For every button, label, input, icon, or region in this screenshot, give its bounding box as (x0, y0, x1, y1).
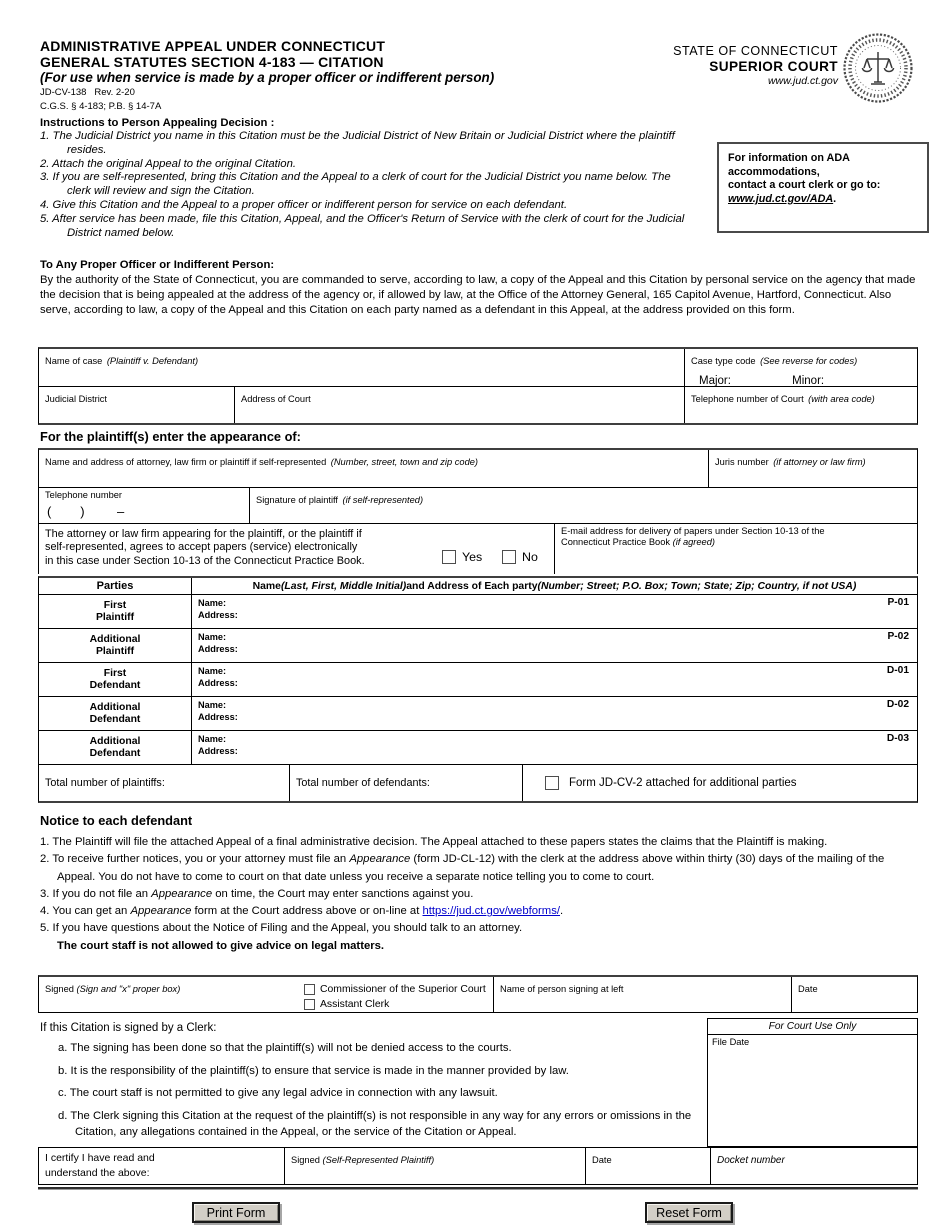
court-use-label: For Court Use Only (708, 1019, 917, 1035)
ada-line2: accommodations, (728, 165, 820, 178)
instructions-section (40, 116, 695, 240)
party-role: First Defendant (89, 667, 141, 691)
clerk-item-b: b. It is the responsibility of the plaintiff(s) to ensure that service is made in the manner provided by law. (58, 1064, 569, 1077)
statutes-ref: C.G.S. § 4-183; P.B. § 14-7A (40, 101, 162, 112)
econsent-line3: in this case under Section 10-13 of the Connecticut Practice Book. (45, 554, 365, 567)
form-number: JD-CV-138 Rev. 2-20 (40, 87, 135, 98)
bottom-divider (38, 1187, 918, 1190)
notice-item-3: 3. If you do not file an Appearance on time, the Court may enter sanctions against you. (40, 887, 474, 900)
jdcv2-checkbox[interactable] (545, 776, 559, 790)
page-title-line1: ADMINISTRATIVE APPEAL UNDER CONNECTICUT (40, 38, 386, 54)
notice-section (40, 813, 920, 955)
appearance-table (38, 448, 918, 574)
party-name-label: Name: (198, 632, 227, 642)
notice-item-2: 2. To receive further notices, you or your attorney must file an Appearance (form JD-CL-12) with the clerk at the address above within thirty (30) days of the mailing of the Appeal. You do not have to come to court on that date unless you receive a separate notice telling you to come to court. (40, 853, 885, 883)
self-rep-signed-hint: (Self-Represented Plaintiff) (322, 1155, 435, 1165)
signed-label: Signed (45, 984, 77, 994)
name-header-hint1: (Last, First, Middle Initial) (280, 580, 407, 592)
email-label-line1: E-mail address for delivery of papers under Section 10-13 of the (561, 526, 825, 536)
certify-date-label: Date (592, 1155, 612, 1165)
party-name-label: Name: (198, 666, 227, 676)
instruction-item-1: 1. The Judicial District you name in this Citation must be the Judicial District of New Britain or Judicial District where the plaintiff resides. (40, 130, 675, 156)
signed-row (38, 975, 918, 1013)
signed-date-label: Date (798, 984, 818, 994)
signed-hint: (Sign and "x" proper box) (76, 984, 181, 994)
party-code: D-02 (886, 699, 909, 710)
econsent-no-checkbox[interactable] (502, 550, 516, 564)
webforms-link[interactable]: https://jud.ct.gov/webforms/ (422, 905, 561, 918)
notice-heading: Notice to each defendant (40, 813, 193, 828)
party-name-address-field[interactable] (191, 697, 917, 730)
notice-item-4: 4. You can get an Appearance form at the Court address above or on-line at https://jud.ct.gov/webforms/. (40, 905, 564, 918)
totals-row (39, 765, 917, 801)
name-header-2: and Address of Each party (406, 580, 538, 592)
party-name-label: Name: (198, 598, 227, 608)
total-defendants-field[interactable]: Total number of defendants: (289, 765, 522, 801)
party-role: Additional Plaintiff (89, 633, 141, 657)
party-address-label: Address: (198, 644, 238, 654)
certify-statement: I certify I have read and understand the above: (45, 1152, 155, 1179)
juris-number-field[interactable] (708, 450, 917, 487)
state-name: STATE OF CONNECTICUT (673, 44, 838, 58)
parties-column-header: Parties (96, 580, 134, 592)
address-of-court-field[interactable] (234, 387, 684, 423)
commissioner-checkbox[interactable] (304, 984, 315, 995)
docket-number-field[interactable] (710, 1148, 917, 1184)
attorney-name-address-field[interactable] (39, 450, 708, 487)
notice-item-5: 5. If you have questions about the Notice of Filing and the Appeal, you should talk to an attorney. The court staff is not allowed to give advice on legal matters. (40, 922, 523, 952)
court-use-box (707, 1018, 918, 1147)
name-of-case-label: Name of case (45, 356, 103, 366)
econsent-no-label: No (522, 550, 538, 564)
econsent-statement (45, 526, 465, 568)
case-info-table (38, 347, 918, 425)
signer-name-label: Name of person signing at left (500, 984, 624, 994)
signer-name-field[interactable] (493, 977, 791, 1012)
party-name-address-field[interactable] (191, 731, 917, 764)
party-address-label: Address: (198, 678, 238, 688)
econsent-yes-label: Yes (462, 550, 483, 564)
party-name-label: Name: (198, 700, 227, 710)
email-field[interactable] (554, 524, 917, 574)
clerk-section (40, 1022, 705, 1141)
party-address-label: Address: (198, 712, 238, 722)
instruction-item-5: 5. After service has been made, file this Citation, Appeal, and the Officer's Return of Service with the clerk of court for the Judicial District named below. (40, 212, 685, 239)
party-address-label: Address: (198, 610, 238, 620)
reset-form-button[interactable]: Reset Form (645, 1202, 733, 1223)
econsent-line1: The attorney or law firm appearing for the plaintiff, or the plaintiff if (45, 528, 362, 540)
party-address-label: Address: (198, 746, 238, 756)
case-type-code-hint: (See reverse for codes) (760, 356, 858, 366)
court-phone-hint: (with area code) (808, 394, 875, 404)
name-address-column-header (191, 578, 917, 594)
party-row-d02 (39, 697, 917, 731)
name-of-case-field[interactable] (39, 349, 684, 386)
name-header-hint2: (Number; Street; P.O. Box; Town; State; Zip; Country, if not USA) (537, 580, 857, 592)
party-row-p01 (39, 595, 917, 629)
case-type-code-label: Case type code (691, 356, 756, 366)
form-header (40, 38, 494, 113)
total-plaintiffs-field[interactable]: Total number of plaintiffs: (45, 777, 165, 789)
instruction-item-3: 3. If you are self-represented, bring this Citation and the Appeal to a clerk of court for the Judicial District you name below. The clerk will review and sign the Citation. (40, 171, 671, 198)
party-name-address-field[interactable] (191, 595, 917, 628)
court-name: SUPERIOR COURT (709, 59, 838, 74)
jdcv2-label: Form JD-CV-2 attached for additional parties (569, 777, 797, 789)
court-website: www.jud.ct.gov (767, 75, 838, 87)
econsent-cell (39, 524, 554, 574)
signed-field[interactable] (39, 977, 493, 1012)
plaintiff-signature-label: Signature of plaintiff (256, 495, 339, 505)
ada-link-period: . (833, 192, 837, 205)
officer-section (40, 258, 920, 318)
instructions-heading: Instructions to Person Appealing Decision : (40, 117, 275, 129)
party-row-d03 (39, 731, 917, 765)
attorney-name-address-hint: (Number, street, town and zip code) (330, 457, 479, 467)
page-title-line2: GENERAL STATUTES SECTION 4-183 — CITATION (40, 54, 384, 70)
parties-table (38, 576, 918, 803)
econsent-yes-checkbox[interactable] (442, 550, 456, 564)
clerk-item-d: d. The Clerk signing this Citation at the request of the plaintiff(s) is not responsible in any way for any errors or omissions in the Citation, any allegations contained in the Appeal, or the service of the Citation or Appeal. (58, 1109, 692, 1138)
party-code: D-01 (886, 665, 909, 676)
address-of-court-label: Address of Court (241, 394, 311, 404)
certify-row (38, 1147, 918, 1185)
signer-type-checkboxes (304, 983, 486, 1013)
party-code: P-01 (887, 597, 909, 608)
clerk-intro: If this Citation is signed by a Clerk: (40, 1022, 217, 1034)
attorney-name-address-label: Name and address of attorney, law firm or plaintiff if self-represented (45, 457, 327, 467)
signed-date-field[interactable] (791, 977, 917, 1012)
name-header-1: Name (252, 580, 281, 592)
officer-text: By the authority of the State of Connecticut, you are commanded to serve, according to law, a copy of the Appeal and this Citation by personal service on the agency that made the decision that is being appealed at the address of the agency or, if allowed by law, at the Office of the Attorney General, 165 Capitol Avenue, Hartford, Connecticut. Also serve, according to law, a copy of the Appeal and this Citation on each party named as a defendant in this Appeal, at the address provided on this form. (40, 273, 916, 316)
juris-number-hint: (if attorney or law firm) (773, 457, 866, 467)
econsent-line2: self-represented, agrees to accept papers (service) electronically (45, 541, 358, 554)
court-header (673, 44, 838, 88)
jdcv2-cell (522, 765, 917, 801)
party-role: Additional Defendant (89, 735, 141, 759)
ada-line1: For information on ADA (728, 152, 850, 164)
assistant-clerk-checkbox[interactable] (304, 999, 315, 1010)
connecticut-court-seal-icon (842, 32, 914, 104)
party-role: Additional Defendant (89, 701, 141, 725)
print-form-button[interactable]: Print Form (192, 1202, 280, 1223)
email-label-line2: Connecticut Practice Book (561, 537, 673, 547)
docket-number-label: Docket number (717, 1155, 785, 1166)
court-phone-label: Telephone number of Court (691, 394, 804, 404)
court-phone-field[interactable] (684, 387, 917, 423)
page-subtitle: (For use when service is made by a proper officer or indifferent person) (40, 70, 495, 85)
telephone-label: Telephone number (45, 490, 123, 500)
clerk-item-a: a. The signing has been done so that the plaintiff(s) will not be denied access to the courts. (58, 1042, 512, 1054)
plaintiff-signature-hint: (if self-represented) (342, 495, 424, 505)
telephone-field[interactable] (39, 488, 249, 523)
commissioner-label: Commissioner of the Superior Court (320, 984, 486, 995)
assistant-clerk-label: Assistant Clerk (320, 999, 390, 1010)
telephone-mask: ( ) – (47, 504, 125, 519)
major-code-field[interactable]: Major: (699, 375, 731, 387)
party-row-p02 (39, 629, 917, 663)
ada-line3: contact a court clerk or go to: (728, 179, 881, 192)
minor-code-field[interactable]: Minor: (792, 375, 825, 387)
email-label-hint: (if agreed) (672, 537, 715, 547)
case-type-code-cell (684, 349, 917, 386)
name-of-case-hint: (Plaintiff v. Defendant) (106, 356, 199, 366)
ada-info-box (717, 142, 929, 233)
party-name-label: Name: (198, 734, 227, 744)
clerk-item-c: c. The court staff is not permitted to give any legal advice in connection with any lawsuit. (58, 1087, 498, 1099)
instruction-item-2: 2. Attach the original Appeal to the original Citation. (40, 157, 297, 170)
instruction-item-4: 4. Give this Citation and the Appeal to a proper officer or indifferent person for service on each defendant. (40, 198, 568, 211)
ada-link[interactable]: www.jud.ct.gov/ADA (728, 192, 834, 205)
party-code: P-02 (887, 631, 909, 642)
party-role: First Plaintiff (95, 599, 135, 623)
officer-heading: To Any Proper Officer or Indifferent Person: (40, 259, 275, 271)
self-rep-signed-label: Signed (291, 1155, 323, 1165)
judicial-district-field[interactable] (39, 387, 234, 423)
judicial-district-label: Judicial District (45, 394, 107, 404)
certify-date-field[interactable] (585, 1148, 710, 1184)
file-date-field[interactable]: File Date (712, 1037, 750, 1047)
party-name-address-field[interactable] (191, 663, 917, 696)
notice-item-1: 1. The Plaintiff will file the attached Appeal of a final administrative decision. The Appeal attached to these papers states the claims that the Plaintiff is making. (40, 836, 828, 848)
party-code: D-03 (886, 733, 909, 744)
self-rep-signed-field[interactable] (284, 1148, 585, 1184)
party-row-d01 (39, 663, 917, 697)
party-name-address-field[interactable] (191, 629, 917, 662)
appearance-heading: For the plaintiff(s) enter the appearance of: (40, 429, 301, 444)
juris-number-label: Juris number (715, 457, 769, 467)
plaintiff-signature-field[interactable] (249, 488, 917, 523)
